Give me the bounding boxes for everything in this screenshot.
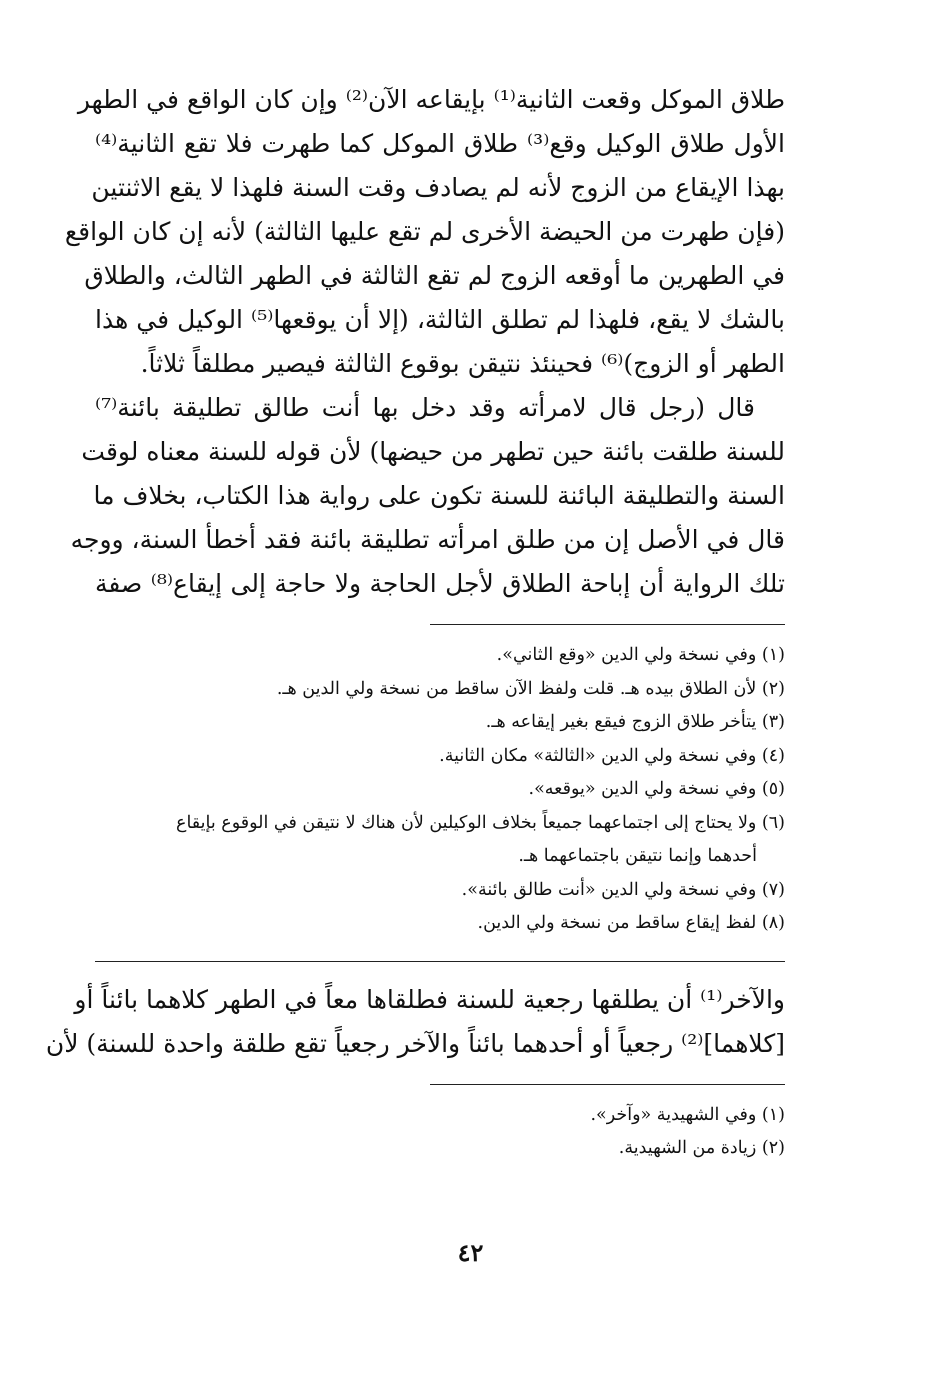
book-page xyxy=(45,78,786,1166)
text-line: طلاق الموكل وقعت الثانية⁽¹⁾ بإيقاعه الآن⁽²⁾ وإن كان الواقع في الطهر xyxy=(77,85,785,114)
footnote: (٨) لفظ إيقاع ساقط من نسخة ولي الدين. xyxy=(477,913,785,933)
text-line: قال في الأصل إن من طلق امرأته تطليقة بائنة فقد أخطأ السنة، ووجه xyxy=(70,525,785,554)
footnote: (١) وفي الشهيدية «وآخر». xyxy=(590,1104,785,1125)
main-text-block xyxy=(64,78,786,606)
text-line: في الطهرين ما أوقعه الزوج لم تقع الثالثة في الطهر الثالث، والطلاق xyxy=(84,261,785,290)
footnote: (٢) زيادة من الشهيدية. xyxy=(618,1138,785,1158)
text-line: الطهر أو الزوج)⁽⁶⁾ فحينئذ نتيقن بوقوع الثالثة فيصير مطلقاً ثلاثاً. xyxy=(140,349,785,378)
text-line: تلك الرواية أن إباحة الطلاق لأجل الحاجة ولا حاجة إلى إيقاع⁽⁸⁾ صفة xyxy=(95,569,786,598)
text-line: بالشك لا يقع، فلهذا لم تطلق الثالثة، (إلا أن يوقعها⁽⁵⁾ الوكيل في هذا xyxy=(95,305,785,334)
footnote: (٢) لأن الطلاق بيده هـ. قلت ولفظ الآن ساقط من نسخة ولي الدين هـ. xyxy=(276,678,785,699)
footnote: (٧) وفي نسخة ولي الدين «أنت طالق بائنة». xyxy=(461,879,785,900)
lower-footnotes-block xyxy=(95,1099,785,1166)
footnote: (١) وفي نسخة ولي الدين «وقع الثاني». xyxy=(496,645,785,665)
text-line: للسنة طلقت بائنة حين تطهر من حيضها) لأن قوله للسنة معناه لوقت xyxy=(81,437,785,466)
footnote-separator xyxy=(430,624,785,625)
footnote: (٤) وفي نسخة ولي الدين «الثالثة» مكان الثانية. xyxy=(439,745,785,766)
text-line: [كلاهما]⁽²⁾ رجعياً أو أحدهما بائناً والآخر رجعياً تقع طلقة واحدة للسنة) لأن xyxy=(45,1028,785,1058)
footnotes-block xyxy=(95,639,785,941)
text-line: والآخر⁽¹⁾ أن يطلقها رجعية للسنة فطلقاها معاً في الطهر كلاهما بائناً أو xyxy=(74,984,785,1014)
footnote-continuation: أحدهما وإنما نتيقن باجتماعهما هـ. xyxy=(518,846,757,866)
footnote: (٥) وفي نسخة ولي الدين «يوقعه». xyxy=(528,779,785,799)
footnote: (٣) يتأخر طلاق الزوج فيقع بغير إيقاعه هـ. xyxy=(485,712,785,732)
text-line: الأول طلاق الوكيل وقع⁽³⁾ طلاق الموكل كما طهرت فلا تقع الثانية⁽⁴⁾ xyxy=(95,129,785,158)
text-line: بهذا الإيقاع من الزوج لأنه لم يصادف وقت السنة فلهذا لا يقع الاثنتين xyxy=(91,173,785,202)
paragraph-start-line: قال (رجل قال لامرأته وقد دخل بها أنت طالق تطليقة بائنة⁽⁷⁾ xyxy=(95,393,755,422)
text-line: (فإن طهرت من الحيضة الأخرى لم تقع عليها الثالثة) لأنه إن كان الواقع xyxy=(64,217,785,246)
footnote: (٦) ولا يحتاج إلى اجتماعهما جميعاً بخلاف الوكيلين لأن هناك لا نتيقن في الوقوع بإيقاع xyxy=(176,812,785,833)
text-line: السنة والتطليقة البائنة للسنة تكون على رواية هذا الكتاب، بخلاف ما xyxy=(93,481,785,510)
footnote-separator xyxy=(430,1084,785,1085)
lower-text-block xyxy=(45,978,785,1066)
page-number: ٤٢ xyxy=(457,1238,484,1267)
